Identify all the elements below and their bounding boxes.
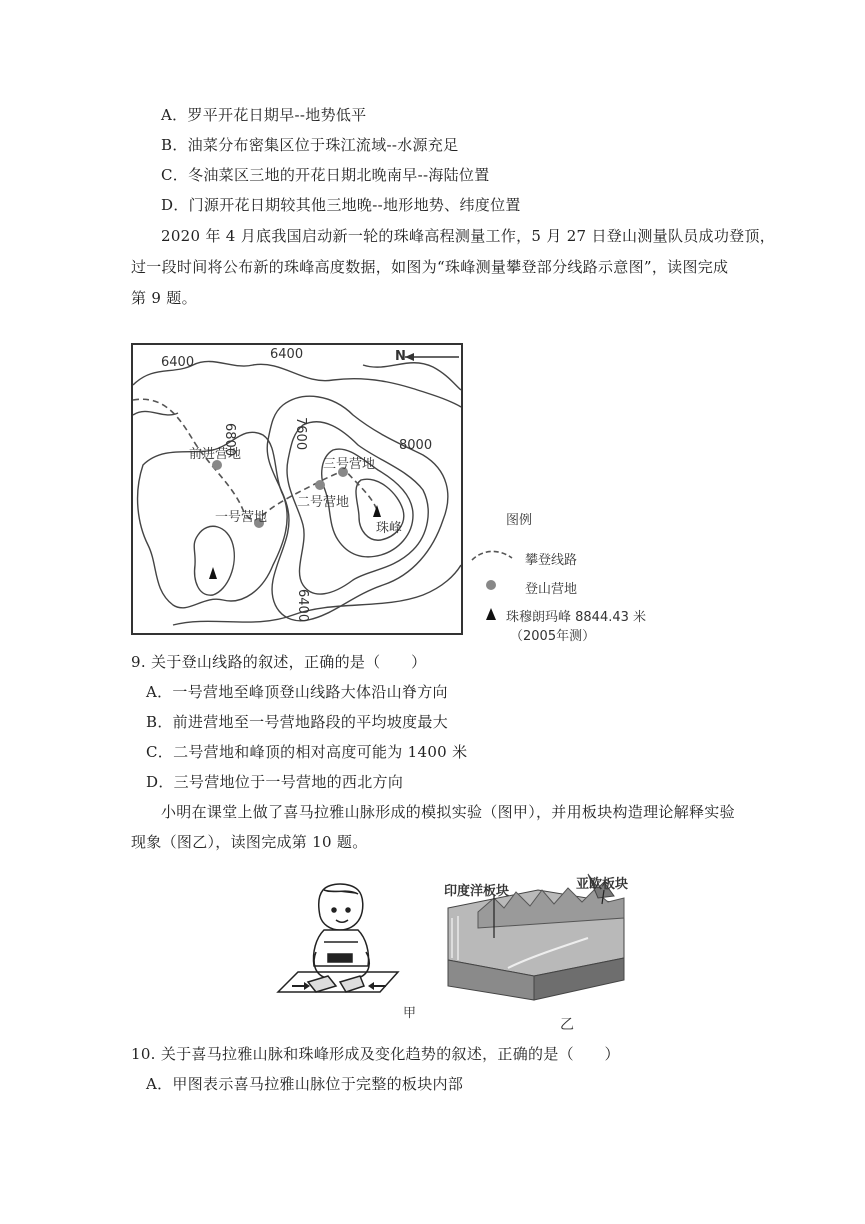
legend-title: 图例 [506, 513, 533, 528]
north-label: N [395, 349, 406, 364]
intro-everest-line-2: 过一段时间将公布新的珠峰高度数据，如图为“珠峰测量攀登部分线路示意图”，读图完成 [131, 258, 729, 276]
minor-peak-icon [209, 567, 217, 579]
everest-route-map [131, 343, 463, 635]
camp3-label: 三号营地 [323, 457, 376, 472]
advance-camp-label: 前进营地 [189, 447, 242, 462]
intro-himalaya-line-1: 小明在课堂上做了喜马拉雅山脉形成的模拟实验（图甲），并用板块构造理论解释实验 [161, 803, 735, 821]
legend-route-label: 攀登线路 [525, 553, 578, 568]
intro-himalaya-line-2: 现象（图乙），读图完成第 10 题。 [131, 833, 368, 851]
q9-option-a: A．一号营地至峰顶登山线路大体沿山脊方向 [146, 683, 448, 701]
figure-jia-label: 甲 [403, 1006, 417, 1021]
q9-option-b: B．前进营地至一号营地路段的平均坡度最大 [146, 713, 449, 731]
option-a-prev: A．罗平开花日期早--地势低平 [161, 106, 367, 124]
q10-stem: 10. 关于喜马拉雅山脉和珠峰形成及变化趋势的叙述，正确的是（ ） [131, 1045, 620, 1063]
q10-option-a: A．甲图表示喜马拉雅山脉位于完整的板块内部 [146, 1075, 464, 1093]
legend-peak-icon [484, 606, 498, 622]
contour-label-6800: 6800 [222, 423, 237, 457]
option-d-prev: D．门源开花日期较其他三地晚--地形地势、纬度位置 [161, 196, 521, 214]
north-arrow-head [405, 353, 414, 361]
contour-label-6400-bottom: 6400 [295, 589, 310, 623]
experiment-illustration [268, 882, 408, 1004]
contour-label-6400-top: 6400 [270, 347, 304, 362]
everest-label: 珠峰 [376, 521, 403, 536]
contour-label-8000: 8000 [399, 438, 433, 453]
legend-peak-note: （2005年测） [510, 629, 596, 644]
intro-everest-line-3: 第 9 题。 [131, 289, 197, 307]
figure-yi-label: 乙 [560, 1017, 574, 1033]
indian-plate-label: 印度洋板块 [444, 884, 510, 899]
camp2-dot [315, 480, 325, 490]
q9-option-d: D．三号营地位于一号营地的西北方向 [146, 773, 404, 791]
legend-camp-label: 登山营地 [525, 582, 578, 597]
contour-label-6400-left: 6400 [161, 355, 195, 370]
option-b-prev: B．油菜分布密集区位于珠江流域--水源充足 [161, 136, 459, 154]
contour-label-7600: 7600 [293, 417, 308, 451]
camp2-label: 二号营地 [297, 495, 350, 510]
intro-everest-line-1: 2020 年 4 月底我国启动新一轮的珠峰高程测量工作，5 月 27 日登山测量队员成功登顶， [161, 227, 776, 245]
legend-camp-icon [484, 578, 498, 592]
everest-peak-icon [373, 505, 381, 517]
legend-peak-label: 珠穆朗玛峰 8844.43 米 [506, 610, 647, 625]
option-c-prev: C．冬油菜区三地的开花日期北晚南早--海陆位置 [161, 166, 490, 184]
eurasian-plate-label: 亚欧板块 [576, 877, 629, 892]
q9-option-c: C．二号营地和峰顶的相对高度可能为 1400 米 [146, 743, 468, 761]
camp1-label: 一号营地 [215, 510, 268, 525]
q9-stem: 9. 关于登山线路的叙述，正确的是（ ） [131, 653, 427, 671]
legend-route-icon [470, 546, 514, 564]
